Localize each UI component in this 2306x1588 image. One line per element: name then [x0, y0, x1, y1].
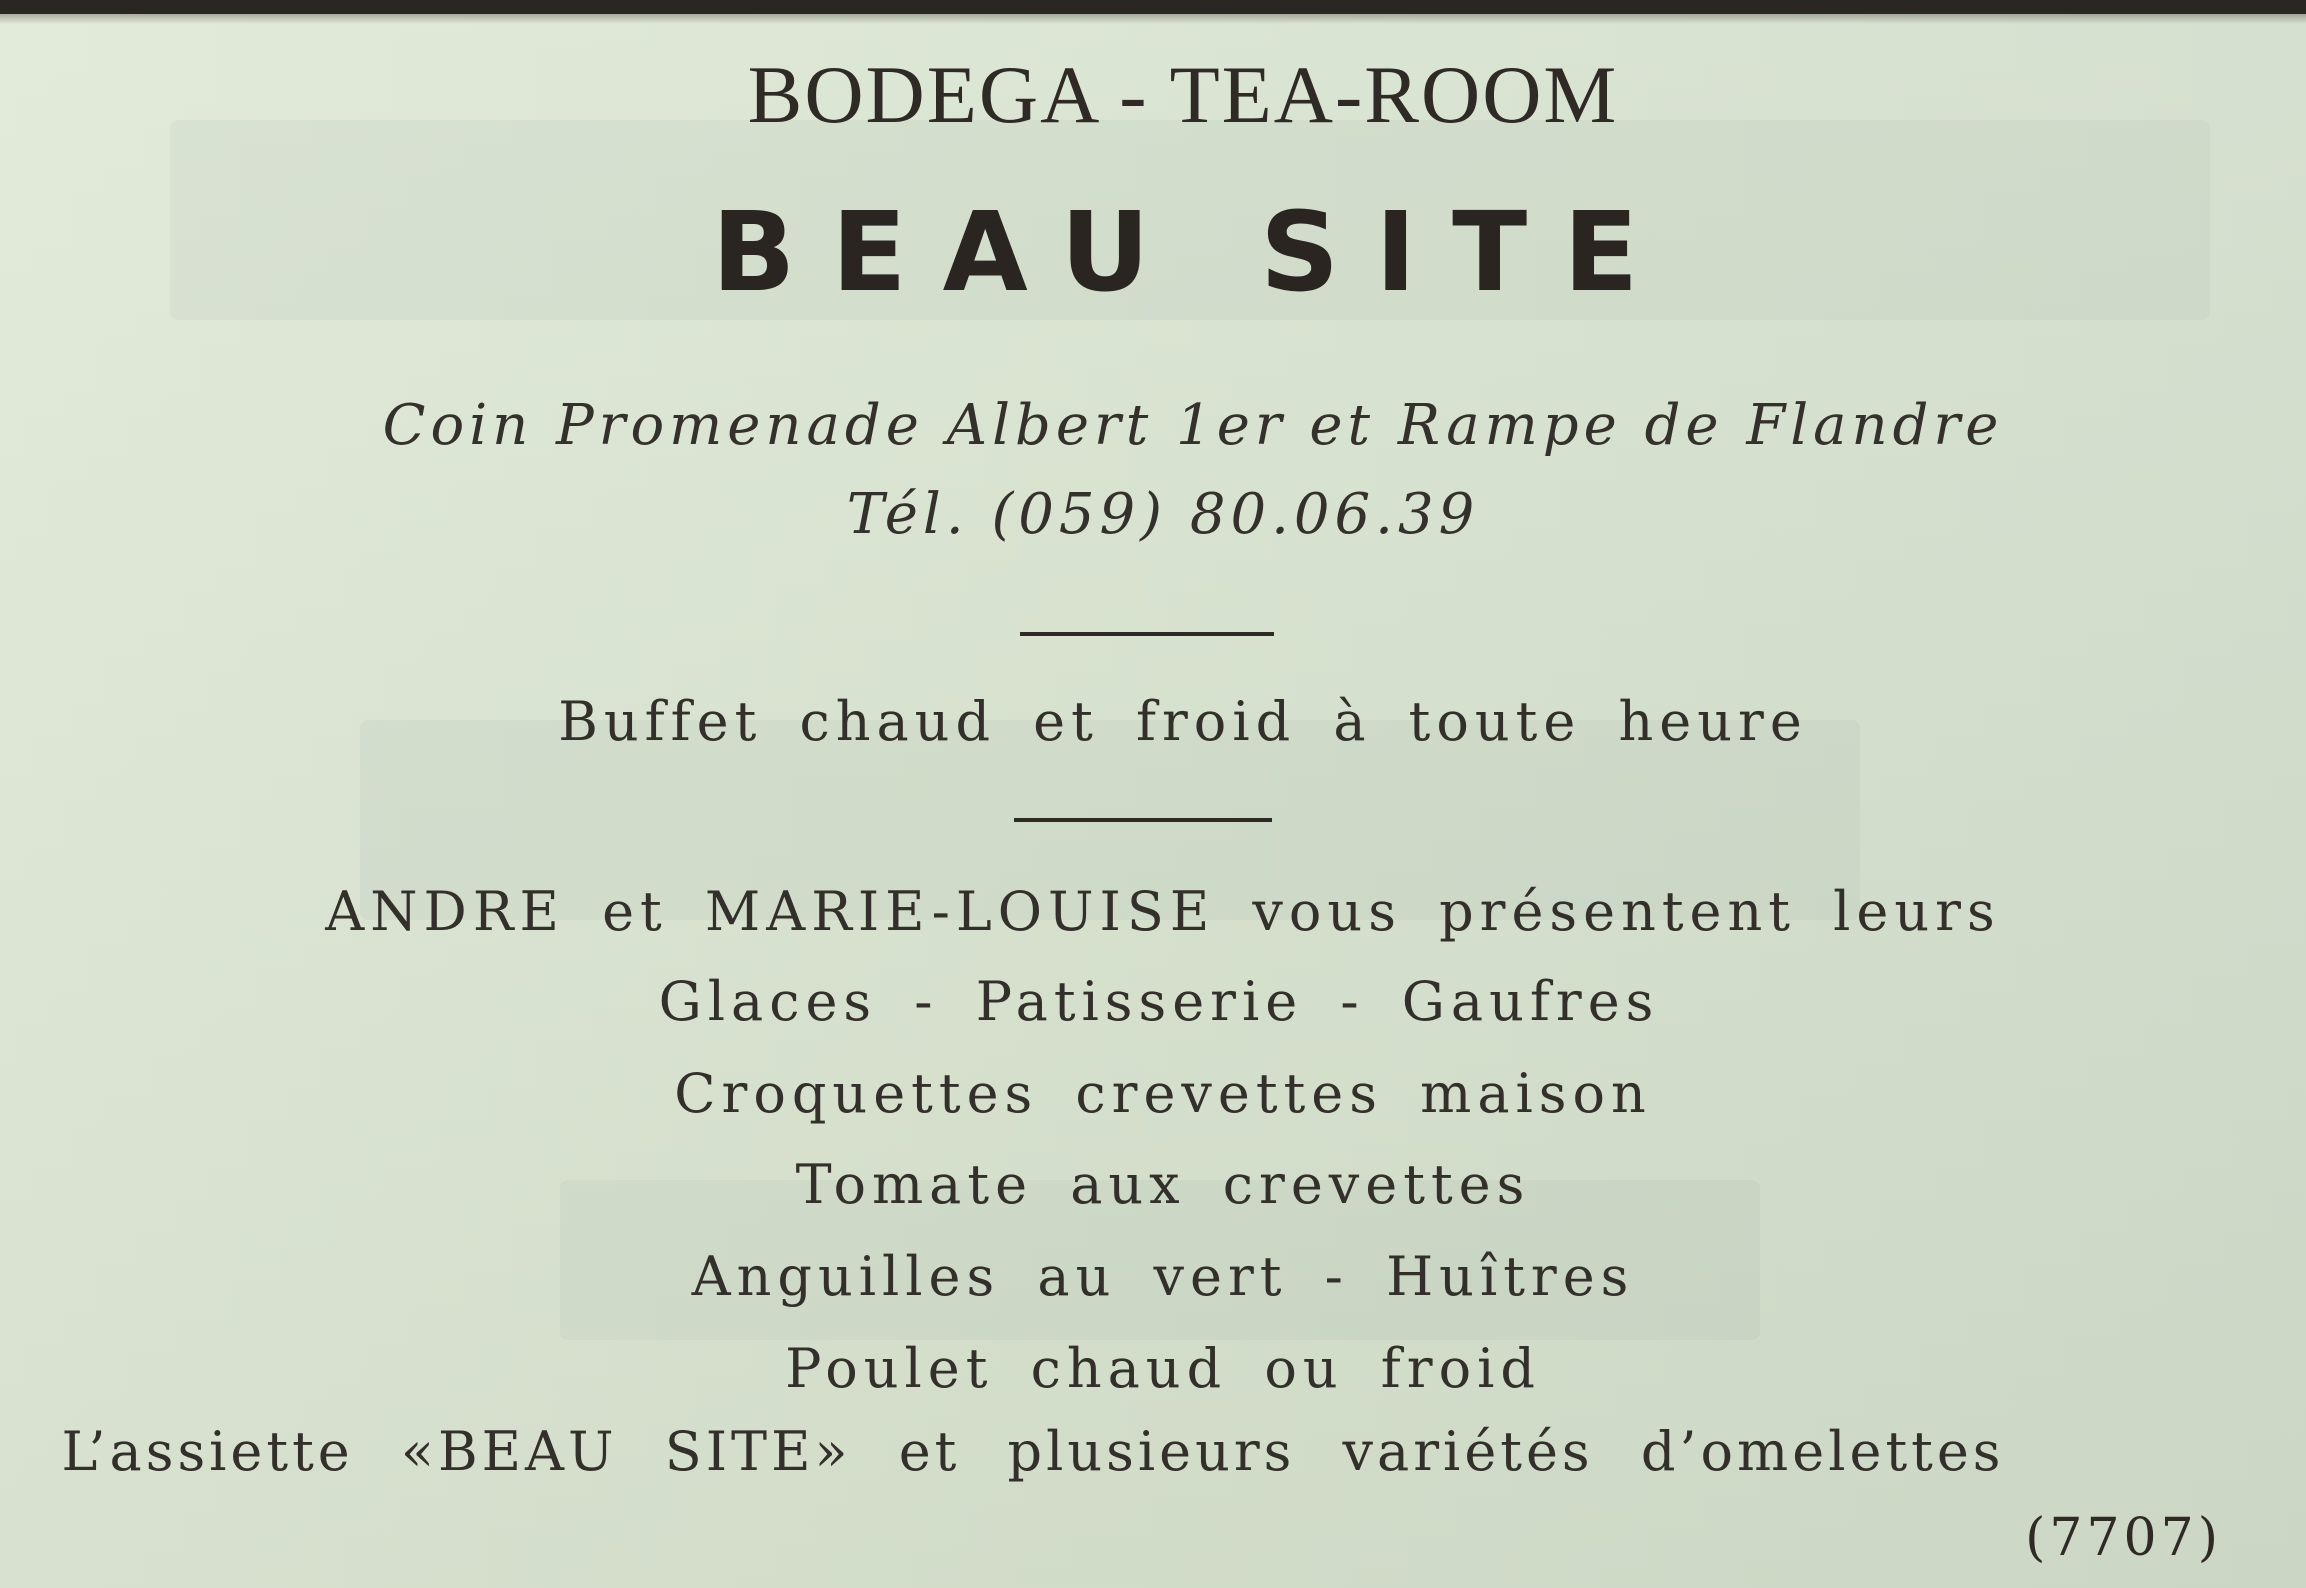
divider-bottom	[1014, 818, 1272, 822]
menu-item: Glaces - Patisserie - Gaufres	[658, 970, 1660, 1033]
ad-reference-number: (7707)	[2025, 1508, 2222, 1568]
buffet-line: Buffet chaud et froid à toute heure	[558, 690, 1808, 753]
menu-item: Croquettes crevettes maison	[674, 1062, 1652, 1125]
menu-item: L’assiette «BEAU SITE» et plusieurs variétés d’omelettes	[61, 1420, 2005, 1483]
top-border-shadow	[0, 14, 2306, 24]
ad-subtitle: BODEGA - TEA-ROOM	[747, 49, 1619, 140]
intro-line: ANDRE et MARIE-LOUISE vous présentent leurs	[325, 880, 2001, 943]
phone-line: Tél. (059) 80.06.39	[846, 482, 1480, 547]
address-line: Coin Promenade Albert 1er et Rampe de Flandre	[382, 393, 2004, 458]
top-border	[0, 0, 2306, 14]
menu-item: Tomate aux crevettes	[795, 1153, 1531, 1216]
ad-title: BEAU SITE	[711, 188, 1675, 316]
divider-top	[1020, 632, 1274, 636]
menu-item: Anguilles au vert - Huîtres	[691, 1245, 1635, 1308]
menu-item: Poulet chaud ou froid	[785, 1337, 1541, 1400]
